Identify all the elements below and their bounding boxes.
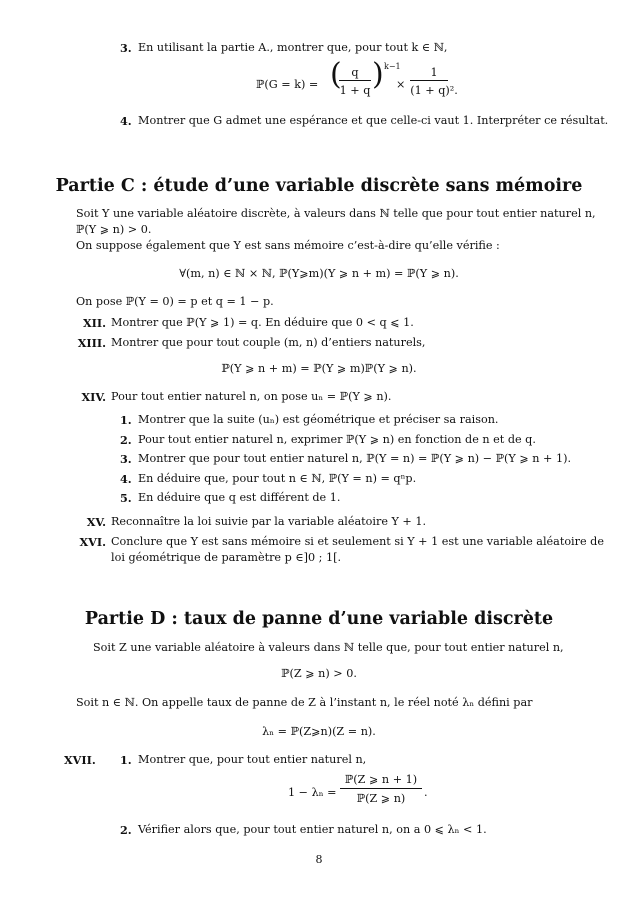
fraction-bar: [339, 80, 371, 81]
formula-lhs: 1 − λₙ =: [288, 786, 337, 799]
subquestion-number: 5.: [120, 491, 132, 505]
fraction-denominator: ℙ(Z ⩾ n): [356, 792, 406, 805]
right-paren: ): [372, 57, 384, 92]
subquestion-text: Montrer que, pour tout entier naturel n,: [138, 753, 367, 766]
subquestion-text: En déduire que q est différent de 1.: [138, 491, 341, 504]
section-title: Partie C : étude d’une variable discrète sans mémoire: [55, 176, 583, 196]
fraction-numerator: ℙ(Z ⩾ n + 1): [344, 773, 418, 786]
exponent: k−1: [384, 62, 401, 71]
fraction-numerator: q: [351, 66, 359, 79]
fraction-bar: [410, 80, 448, 81]
question-text: Montrer que pour tout couple (m, n) d’entiers naturels,: [111, 336, 426, 349]
subquestion-text: En déduire que, pour tout n ∈ ℕ, ℙ(Y = n) = qⁿp.: [138, 472, 417, 485]
fraction-denominator: (1 + q)².: [410, 84, 458, 97]
question-number: XVI.: [79, 535, 106, 549]
paragraph-line: ℙ(Y ⩾ n) > 0.: [76, 223, 152, 236]
fraction-numerator: 1: [430, 66, 438, 79]
paragraph-line: Soit Z une variable aléatoire à valeurs dans ℕ telle que, pour tout entier naturel n,: [93, 641, 564, 654]
section-title: Partie D : taux de panne d’une variable discrète: [84, 609, 554, 629]
left-paren: (: [330, 57, 342, 92]
display-formula: ℙ(Z ⩾ n) > 0.: [281, 667, 357, 680]
question-text: Montrer que G admet une espérance et que celle-ci vaut 1. Interpréter ce résultat.: [138, 114, 609, 127]
paragraph-line: On pose ℙ(Y = 0) = p et q = 1 − p.: [76, 295, 274, 308]
paragraph-line: On suppose également que Y est sans mémoire c’est-à-dire qu’elle vérifie :: [76, 239, 500, 252]
question-text: Pour tout entier naturel n, on pose uₙ = ℙ(Y ⩾ n).: [111, 390, 392, 403]
subquestion-text: Vérifier alors que, pour tout entier naturel n, on a 0 ⩽ λₙ < 1.: [138, 823, 487, 836]
subquestion-number: 3.: [120, 452, 132, 466]
question-number: XV.: [86, 515, 106, 529]
paragraph-line: Soit n ∈ ℕ. On appelle taux de panne de Z à l’instant n, le réel noté λₙ défini par: [76, 696, 533, 709]
subquestion-number: 1.: [120, 753, 132, 767]
subquestion-text: Pour tout entier naturel n, exprimer ℙ(Y ⩾ n) en fonction de n et de q.: [138, 433, 536, 446]
formula-dot: .: [424, 786, 428, 799]
question-text: En utilisant la partie A., montrer que, pour tout k ∈ ℕ,: [138, 41, 448, 54]
display-formula: ℙ(Y ⩾ n + m) = ℙ(Y ⩾ m)ℙ(Y ⩾ n).: [221, 362, 417, 375]
display-formula: ∀(m, n) ∈ ℕ × ℕ, ℙ(Y⩾m)(Y ⩾ n + m) = ℙ(Y ⩾ n).: [179, 267, 459, 280]
question-number: XII.: [82, 316, 106, 330]
fraction-denominator: 1 + q: [339, 84, 371, 97]
fraction-bar: [340, 788, 422, 789]
question-number: 3.: [120, 41, 132, 55]
subquestion-number: 4.: [120, 472, 132, 486]
subquestion-number: 2.: [120, 433, 132, 447]
subquestion-text: Montrer que pour tout entier naturel n, ℙ(Y = n) = ℙ(Y ⩾ n) − ℙ(Y ⩾ n + 1).: [138, 452, 572, 465]
formula-lhs: ℙ(G = k) =: [256, 78, 319, 91]
question-number: 4.: [120, 114, 132, 128]
question-number: XVII.: [64, 753, 96, 767]
subquestion-number: 1.: [120, 413, 132, 427]
question-text: Conclure que Y est sans mémoire si et seulement si Y + 1 est une variable aléatoire de: [111, 535, 604, 548]
question-text: Montrer que ℙ(Y ⩾ 1) = q. En déduire que 0 < q ⩽ 1.: [111, 316, 414, 329]
question-number: XIII.: [77, 336, 106, 350]
page-number: 8: [315, 853, 323, 866]
subquestion-text: Montrer que la suite (uₙ) est géométrique et préciser sa raison.: [138, 413, 499, 426]
times-sign: ×: [396, 78, 406, 91]
subquestion-number: 2.: [120, 823, 132, 837]
question-number: XIV.: [81, 390, 106, 404]
question-text: loi géométrique de paramètre p ∈]0 ; 1[.: [111, 551, 341, 564]
question-text: Reconnaître la loi suivie par la variable aléatoire Y + 1.: [111, 515, 427, 528]
paragraph-line: Soit Y une variable aléatoire discrète, à valeurs dans ℕ telle que pour tout entier naturel n,: [76, 207, 596, 220]
display-formula: λₙ = ℙ(Z⩾n)(Z = n).: [262, 725, 376, 738]
